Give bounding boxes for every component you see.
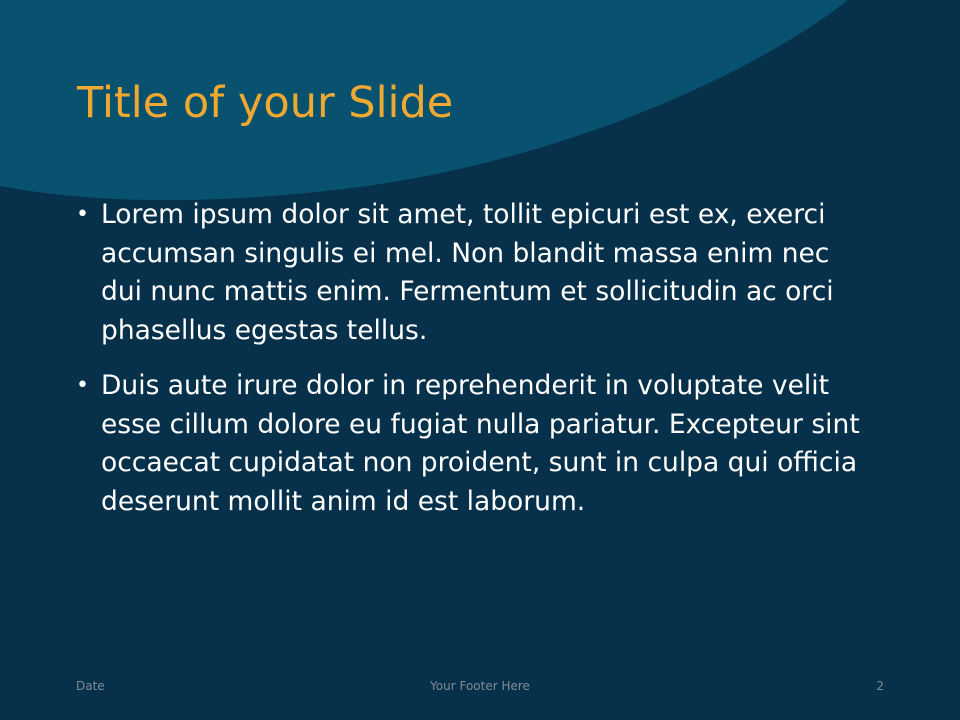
footer-date: Date — [76, 679, 105, 693]
bullet-item[interactable] — [76, 367, 876, 521]
bullet-dot-icon: • — [76, 202, 89, 227]
slide-page-number: 2 — [876, 679, 884, 693]
footer-center-text: Your Footer Here — [430, 679, 530, 693]
bullet-text: Duis aute irure dolor in reprehenderit in voluptate velit esse cillum dolore eu fugiat nulla pariatur. Excepteur sint occaecat cupidatat non proident, sunt in culpa qui officia deserunt mollit anim id est laborum. — [101, 370, 860, 517]
bullet-list — [76, 196, 876, 521]
bullet-dot-icon: • — [76, 373, 89, 398]
slide-title[interactable]: Title of your Slide — [77, 78, 454, 128]
bullet-item[interactable] — [76, 196, 876, 350]
bullet-text: Lorem ipsum dolor sit amet, tollit epicuri est ex, exerci accumsan singulis ei mel. Non blandit massa enim nec dui nunc mattis enim. Fermentum et sollicitudin ac orci phasellus egestas tellus. — [101, 199, 834, 346]
